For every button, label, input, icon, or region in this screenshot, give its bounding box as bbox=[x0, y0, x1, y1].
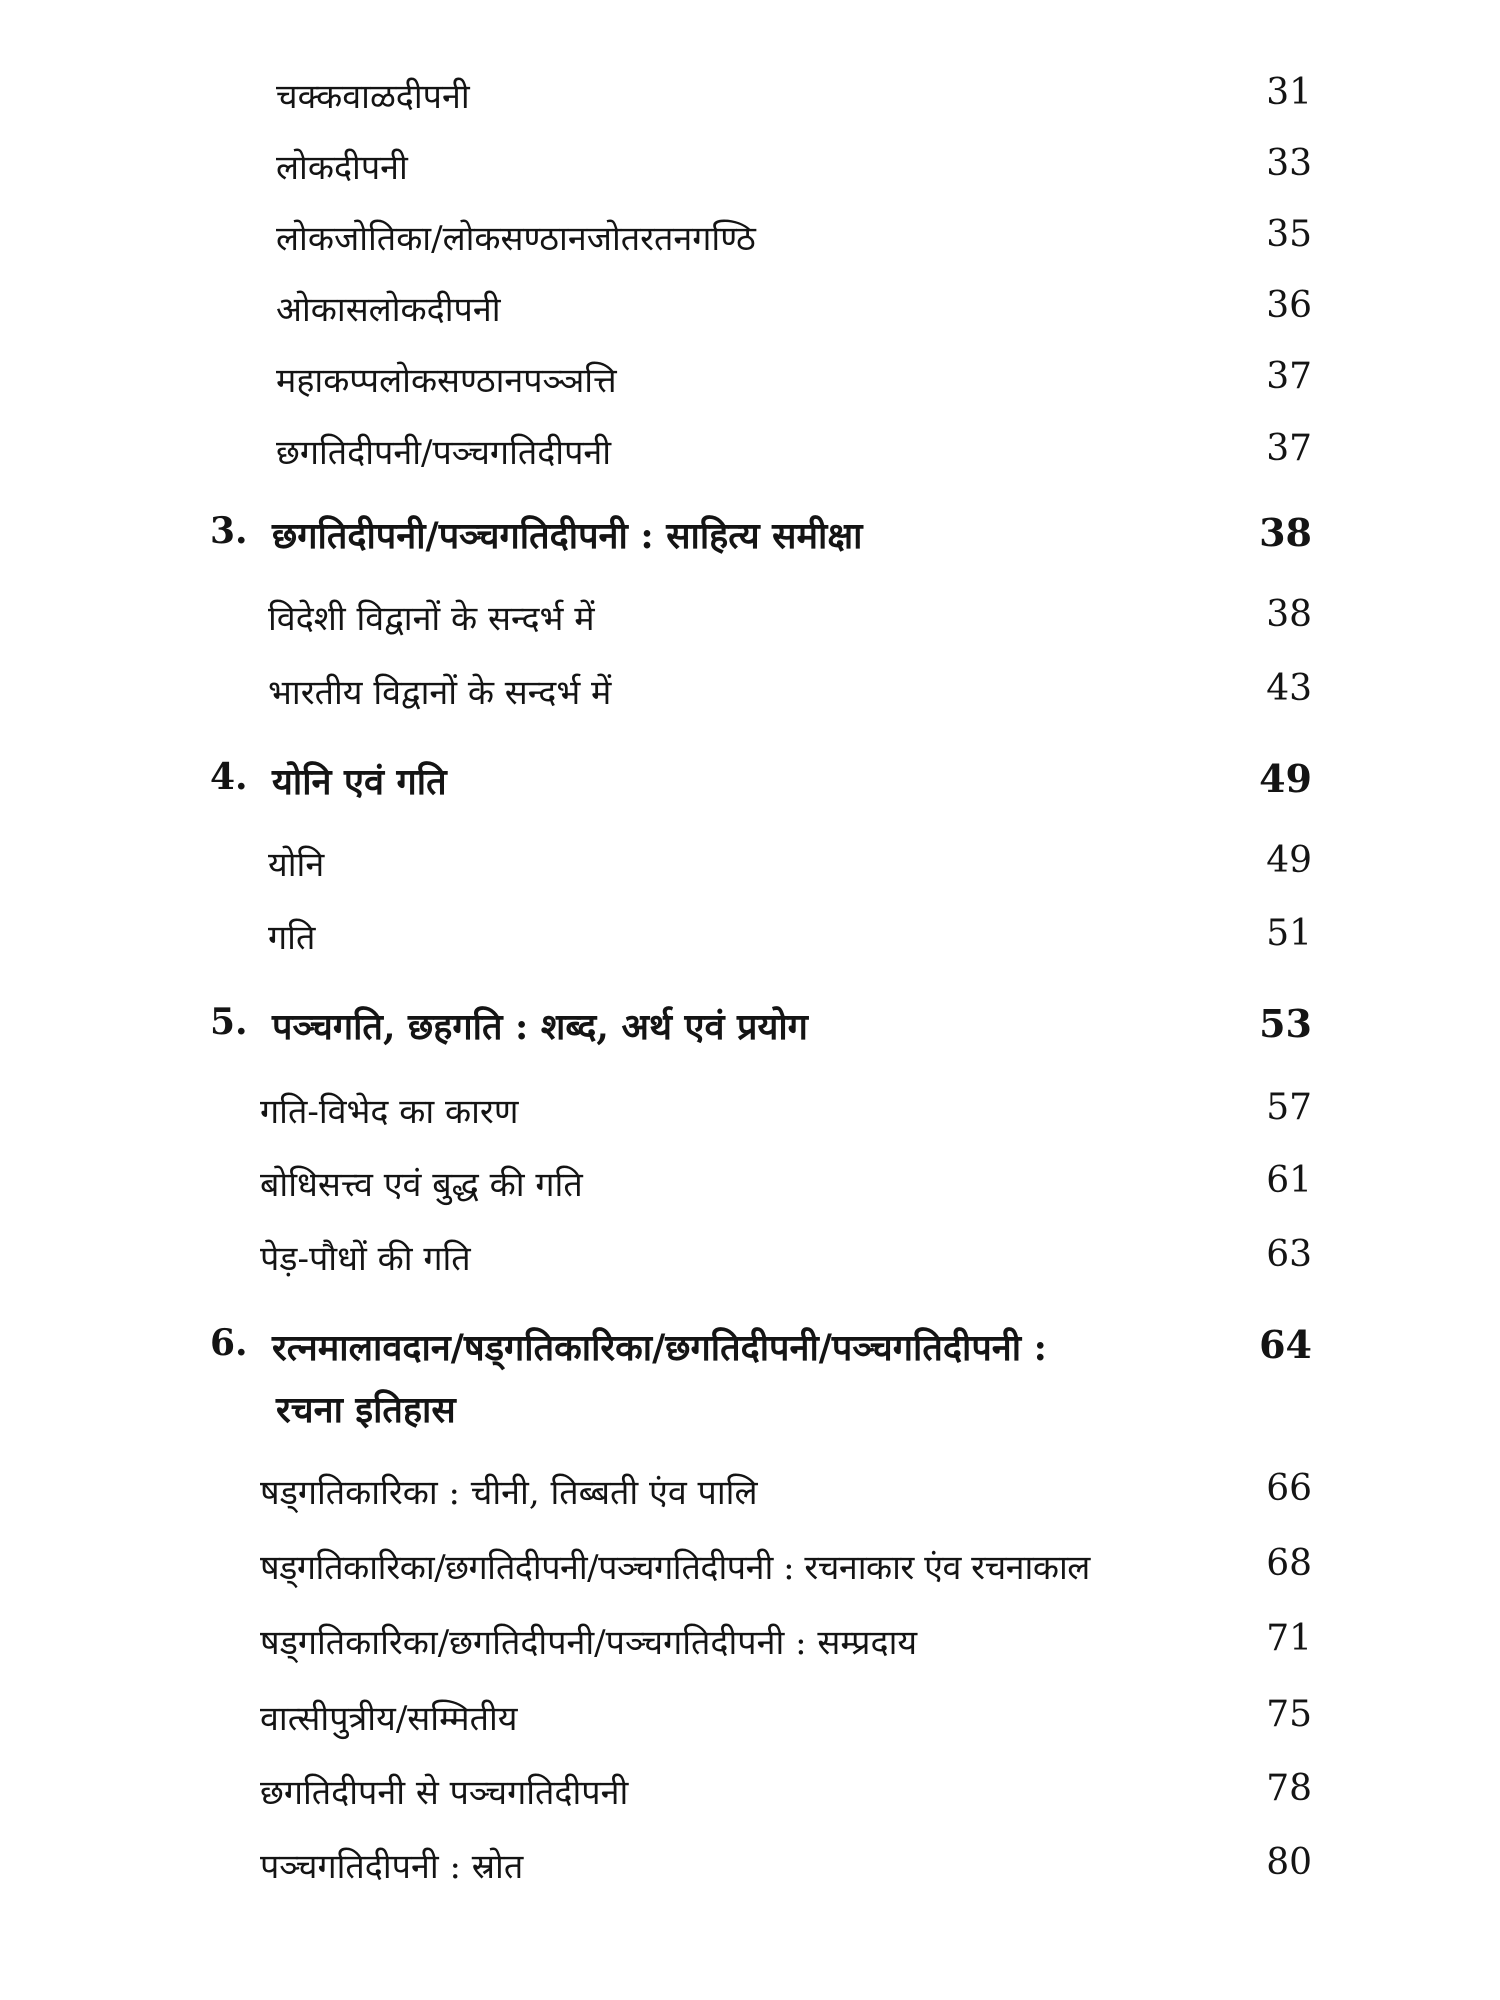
chapter-title: रत्नमालावदान/षड्गतिकारिका/छगतिदीपनी/पञ्चगतिदीपनी : bbox=[272, 1327, 1047, 1369]
section-page-number: 61 bbox=[1266, 1160, 1312, 1201]
section-title: योनि bbox=[268, 845, 325, 885]
section-page-number: 43 bbox=[1266, 668, 1312, 709]
chapter-page-number: 49 bbox=[1259, 756, 1312, 801]
section-page-number: 49 bbox=[1266, 840, 1312, 881]
entry-page-number: 36 bbox=[1266, 285, 1312, 326]
section-page-number: 75 bbox=[1266, 1694, 1312, 1735]
section-title: षड्गतिकारिका : चीनी, तिब्बती एंव पालि bbox=[260, 1473, 758, 1513]
chapter-title: छगतिदीपनी/पञ्चगतिदीपनी : साहित्य समीक्षा bbox=[272, 515, 863, 557]
entry-title: लोकदीपनी bbox=[276, 148, 408, 188]
section-page-number: 71 bbox=[1266, 1618, 1312, 1659]
chapter-number: 4. bbox=[210, 756, 248, 798]
entry-title: छगतिदीपनी/पञ्चगतिदीपनी bbox=[276, 433, 612, 473]
chapter-title: पञ्चगति, छहगति : शब्द, अर्थ एवं प्रयोग bbox=[272, 1006, 808, 1048]
section-title: षड्गतिकारिका/छगतिदीपनी/पञ्चगतिदीपनी : रचनाकार एंव रचनाकाल bbox=[260, 1548, 1090, 1588]
section-page-number: 38 bbox=[1266, 594, 1312, 635]
chapter-page-number: 64 bbox=[1259, 1322, 1312, 1367]
section-title: विदेशी विद्वानों के सन्दर्भ में bbox=[268, 599, 595, 639]
section-page-number: 80 bbox=[1266, 1842, 1312, 1883]
section-title: भारतीय विद्वानों के सन्दर्भ में bbox=[268, 673, 612, 713]
section-title: षड्गतिकारिका/छगतिदीपनी/पञ्चगतिदीपनी : सम्प्रदाय bbox=[260, 1623, 918, 1663]
section-title: पञ्चगतिदीपनी : स्रोत bbox=[260, 1847, 524, 1887]
chapter-number: 5. bbox=[210, 1001, 248, 1043]
section-page-number: 66 bbox=[1266, 1468, 1312, 1509]
section-page-number: 57 bbox=[1266, 1087, 1312, 1128]
chapter-page-number: 38 bbox=[1259, 510, 1312, 555]
section-page-number: 68 bbox=[1266, 1543, 1312, 1584]
section-title: गति bbox=[268, 918, 316, 958]
chapter-title-line2: रचना इतिहास bbox=[276, 1389, 456, 1431]
chapter-number: 6. bbox=[210, 1322, 248, 1364]
entry-page-number: 37 bbox=[1266, 356, 1312, 397]
entry-page-number: 31 bbox=[1266, 72, 1312, 113]
entry-title: लोकजोतिका/लोकसण्ठानजोतरतनगण्ठि bbox=[276, 219, 756, 259]
section-title: बोधिसत्त्व एवं बुद्ध की गति bbox=[260, 1165, 583, 1205]
section-title: पेड़-पौधों की गति bbox=[260, 1239, 471, 1279]
chapter-title: योनि एवं गति bbox=[272, 761, 447, 803]
section-title: वात्सीपुत्रीय/सम्मितीय bbox=[260, 1699, 518, 1739]
entry-page-number: 33 bbox=[1266, 143, 1312, 184]
section-page-number: 78 bbox=[1266, 1768, 1312, 1809]
section-title: गति-विभेद का कारण bbox=[260, 1092, 519, 1132]
entry-title: ओकासलोकदीपनी bbox=[276, 290, 501, 330]
section-page-number: 63 bbox=[1266, 1234, 1312, 1275]
entry-title: चक्कवाळदीपनी bbox=[276, 77, 470, 117]
chapter-page-number: 53 bbox=[1259, 1001, 1312, 1046]
entry-page-number: 37 bbox=[1266, 428, 1312, 469]
entry-title: महाकप्पलोकसण्ठानपञ्ञत्ति bbox=[276, 361, 617, 401]
section-title: छगतिदीपनी से पञ्चगतिदीपनी bbox=[260, 1773, 629, 1813]
entry-page-number: 35 bbox=[1266, 214, 1312, 255]
chapter-number: 3. bbox=[210, 510, 248, 552]
section-page-number: 51 bbox=[1266, 913, 1312, 954]
